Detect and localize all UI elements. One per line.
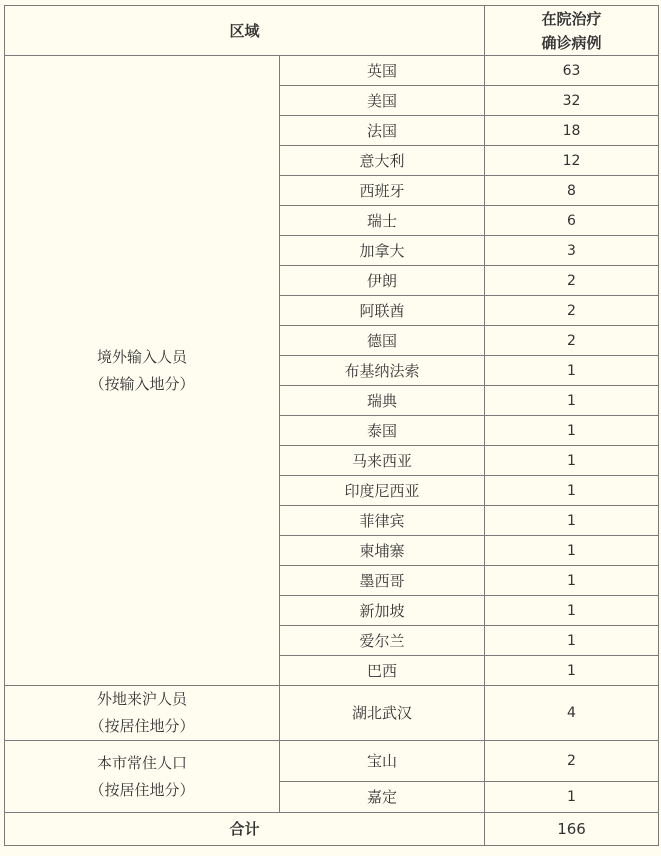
place-cell: 菲律宾 [280,506,485,536]
count-cell: 4 [485,686,659,741]
place-cell: 瑞士 [280,206,485,236]
total-count: 166 [485,813,659,846]
place-cell: 湖北武汉 [280,686,485,741]
place-cell: 瑞典 [280,386,485,416]
place-cell: 美国 [280,86,485,116]
count-cell: 1 [485,536,659,566]
count-cell: 1 [485,626,659,656]
count-cell: 1 [485,656,659,686]
place-cell: 墨西哥 [280,566,485,596]
count-cell: 1 [485,446,659,476]
table-row [5,56,659,86]
group-label-line1: 本市常住人口 [96,753,187,772]
place-cell: 巴西 [280,656,485,686]
header-value-line2: 确诊病例 [541,33,602,52]
header-value [485,6,659,56]
place-cell: 加拿大 [280,236,485,266]
count-cell: 12 [485,146,659,176]
count-cell: 6 [485,206,659,236]
count-cell: 1 [485,506,659,536]
group-label-line2: （按输入地分） [89,374,195,393]
count-cell: 8 [485,176,659,206]
count-cell: 3 [485,236,659,266]
group-label-line1: 外地来沪人员 [96,690,187,708]
group-label-line2: （按居住地分） [89,780,195,799]
count-cell: 18 [485,116,659,146]
group-label [5,56,280,686]
table-header-row [5,6,659,56]
table-row [5,686,659,741]
group-label-line2: （按居住地分） [89,717,195,735]
group-label [5,686,280,741]
place-cell: 爱尔兰 [280,626,485,656]
count-cell: 1 [485,386,659,416]
place-cell: 嘉定 [280,782,485,813]
place-cell: 伊朗 [280,266,485,296]
count-cell: 2 [485,741,659,782]
place-cell: 意大利 [280,146,485,176]
total-row [5,813,659,846]
total-label: 合计 [5,813,485,846]
count-cell: 1 [485,416,659,446]
place-cell: 西班牙 [280,176,485,206]
place-cell: 新加坡 [280,596,485,626]
place-cell: 法国 [280,116,485,146]
place-cell: 德国 [280,326,485,356]
header-value-line1: 在院治疗 [541,9,602,28]
cases-table [4,5,659,846]
header-region: 区域 [5,6,485,56]
count-cell: 32 [485,86,659,116]
group-label [5,741,280,813]
place-cell: 英国 [280,56,485,86]
count-cell: 2 [485,266,659,296]
count-cell: 2 [485,326,659,356]
count-cell: 1 [485,476,659,506]
group-label-line1: 境外输入人员 [96,347,187,366]
count-cell: 1 [485,356,659,386]
count-cell: 1 [485,566,659,596]
place-cell: 泰国 [280,416,485,446]
place-cell: 布基纳法索 [280,356,485,386]
place-cell: 宝山 [280,741,485,782]
place-cell: 柬埔寨 [280,536,485,566]
count-cell: 1 [485,782,659,813]
count-cell: 2 [485,296,659,326]
table-row [5,741,659,782]
cases-table-body [5,6,659,846]
place-cell: 印度尼西亚 [280,476,485,506]
count-cell: 1 [485,596,659,626]
count-cell: 63 [485,56,659,86]
place-cell: 马来西亚 [280,446,485,476]
place-cell: 阿联酋 [280,296,485,326]
